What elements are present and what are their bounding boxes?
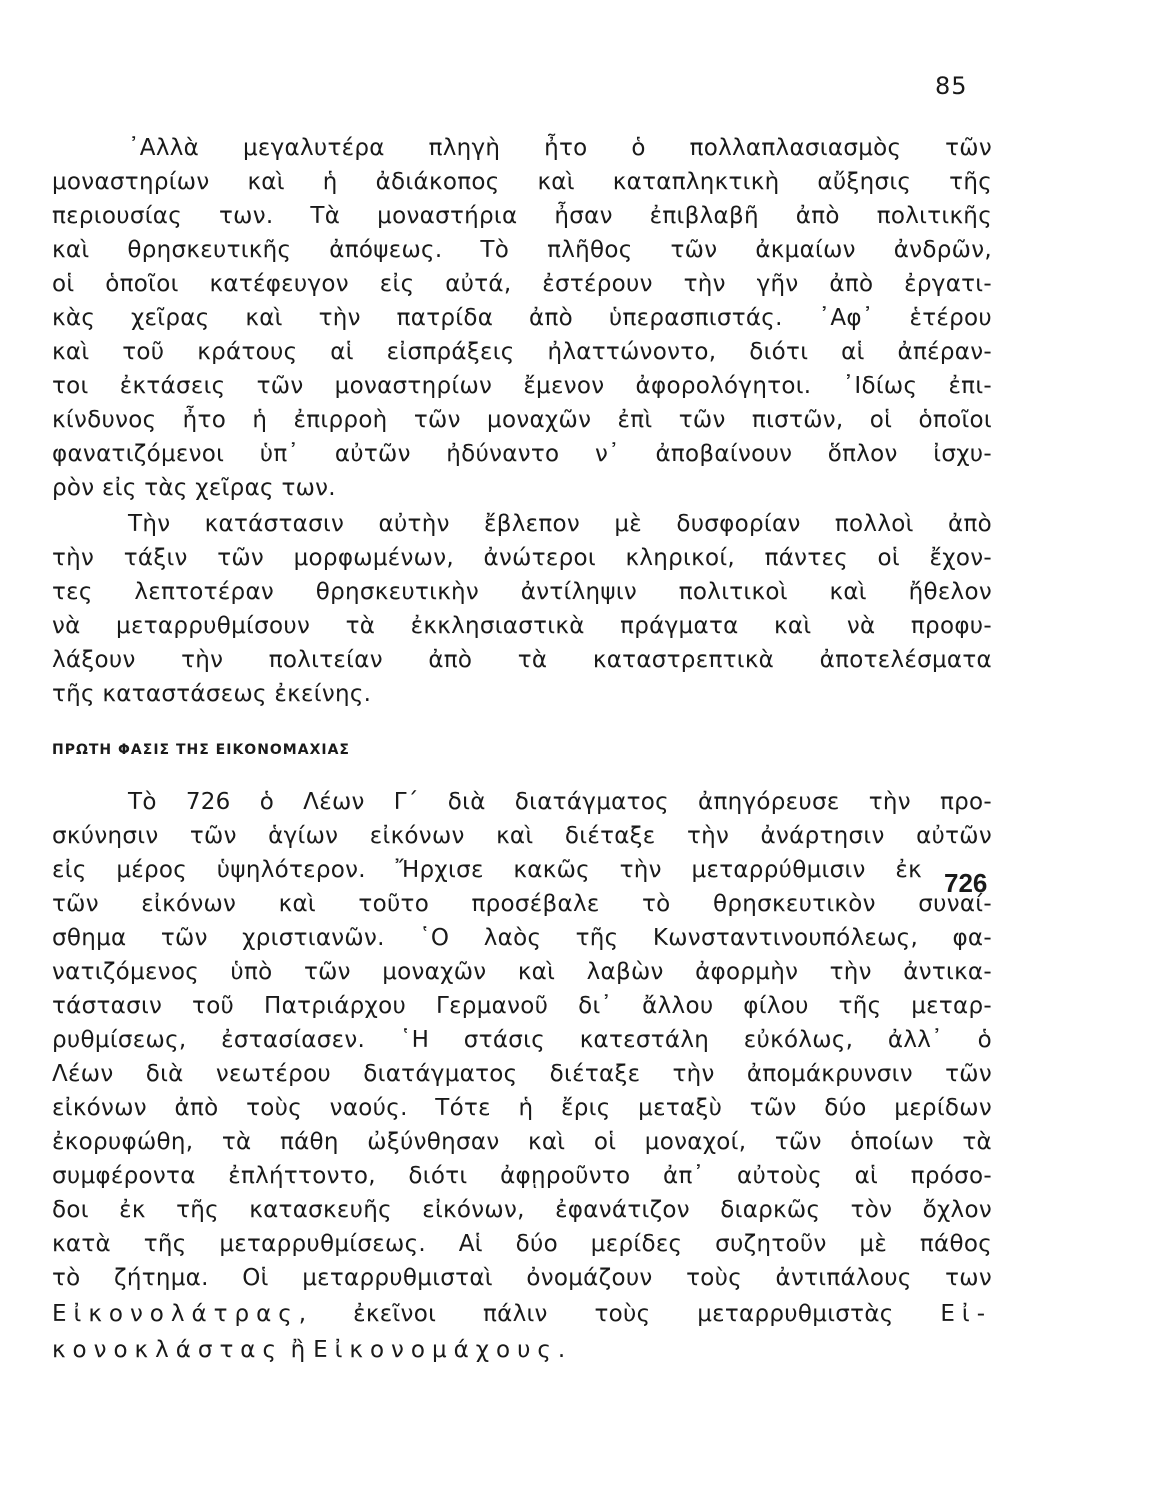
text-fragment: ἢ xyxy=(282,1337,314,1363)
text-line xyxy=(52,1334,992,1366)
text-line: κὰς χεῖρας καὶ τὴν πατρίδα ἀπὸ ὑπερασπιστάς. ᾿Αφ᾿ ἑτέρου xyxy=(52,305,992,331)
text-fragment: . xyxy=(557,1337,566,1363)
text-line: λάξουν τὴν πολιτείαν ἀπὸ τὰ καταστρεπτικὰ ἀποτελέσματα xyxy=(52,647,992,673)
text-line: μοναστηρίων καὶ ἡ ἀδιάκοπος καὶ καταπληκτικὴ αὔξησις τῆς xyxy=(52,169,992,195)
text-line: νατιζόμενος ὑπὸ τῶν μοναχῶν καὶ λαβὼν ἀφορμὴν τὴν ἀντικα- xyxy=(52,959,992,985)
text-line: Τὴν κατάστασιν αὐτὴν ἔβλεπον μὲ δυσφορίαν πολλοὶ ἀπὸ xyxy=(128,511,992,537)
text-line: τοι ἐκτάσεις τῶν μοναστηρίων ἔμενον ἀφορολόγητοι. ᾿Ιδίως ἐπι- xyxy=(52,373,992,399)
text-fragment: , ἐκεῖνοι πάλιν τοὺς μεταρρυθμιστὰς xyxy=(298,1301,941,1327)
text-line: τὴν τάξιν τῶν μορφωμένων, ἀνώτεροι κληρικοί, πάντες οἱ ἔχον- xyxy=(52,545,992,571)
text-line: τῶν εἰκόνων καὶ τοῦτο προσέβαλε τὸ θρησκευτικὸν συναί- xyxy=(52,891,992,917)
term-iconoclasts-end: κονοκλάστας xyxy=(52,1337,283,1363)
text-line: ρὸν εἰς τὰς χεῖρας των. xyxy=(52,475,336,501)
text-line: δοι ἐκ τῆς κατασκευῆς εἰκόνων, ἐφανάτιζον διαρκῶς τὸν ὄχλον xyxy=(52,1197,992,1223)
text-line: ᾿Αλλὰ μεγαλυτέρα πληγὴ ἦτο ὁ πολλαπλασιασμὸς τῶν xyxy=(128,135,992,161)
margin-year-note: 726 xyxy=(944,868,988,898)
text-line: συμφέροντα ἐπλήττοντο, διότι ἀφῃροῦντο ἀπ᾿ αὐτοὺς αἱ πρόσο- xyxy=(52,1163,992,1189)
text-line: ἐκορυφώθη, τὰ πάθη ὠξύνθησαν καὶ οἱ μοναχοί, τῶν ὁποίων τὰ xyxy=(52,1129,992,1155)
term-iconoclasts-start: Εἰ- xyxy=(940,1301,992,1327)
text-line: τάστασιν τοῦ Πατριάρχου Γερμανοῦ δι᾿ ἄλλου φίλου τῆς μεταρ- xyxy=(52,993,992,1019)
text-line: Τὸ 726 ὁ Λέων Γ΄ διὰ διατάγματος ἀπηγόρευσε τὴν προ- xyxy=(128,789,992,815)
text-line: οἱ ὁποῖοι κατέφευγον εἰς αὐτά, ἐστέρουν τὴν γῆν ἀπὸ ἐργατι- xyxy=(52,271,992,297)
text-line: Λέων διὰ νεωτέρου διατάγματος διέταξε τὴν ἀπομάκρυνσιν τῶν xyxy=(52,1061,992,1087)
text-line: σθημα τῶν χριστιανῶν. ῾Ο λαὸς τῆς Κωνσταντινουπόλεως, φα- xyxy=(52,925,992,951)
term-iconomachs: Εἰκονομάχους xyxy=(313,1337,558,1363)
text-line: σκύνησιν τῶν ἁγίων εἰκόνων καὶ διέταξε τὴν ἀνάρτησιν αὐτῶν xyxy=(52,823,992,849)
text-line: ρυθμίσεως, ἐστασίασεν. ῾Η στάσις κατεστάλη εὐκόλως, ἀλλ᾿ ὁ xyxy=(52,1027,992,1053)
text-line: φανατιζόμενοι ὑπ᾿ αὐτῶν ἠδύναντο ν᾿ ἀποβαίνουν ὅπλον ἰσχυ- xyxy=(52,441,992,467)
text-line: καὶ τοῦ κράτους αἱ εἰσπράξεις ἠλαττώνοντο, διότι αἱ ἀπέραν- xyxy=(52,339,992,365)
text-line: κίνδυνος ἦτο ἡ ἐπιρροὴ τῶν μοναχῶν ἐπὶ τῶν πιστῶν, οἱ ὁποῖοι xyxy=(52,407,992,433)
text-line: εἰκόνων ἀπὸ τοὺς ναούς. Τότε ἡ ἔρις μεταξὺ τῶν δύο μερίδων xyxy=(52,1095,992,1121)
text-line: εἰς μέρος ὑψηλότερον. Ἤρχισε κακῶς τὴν μεταρρύθμισιν ἐκ xyxy=(52,857,922,883)
text-line: τὸ ζήτημα. Οἱ μεταρρυθμισταὶ ὀνομάζουν τοὺς ἀντιπάλους των xyxy=(52,1265,992,1291)
term-iconolaters: Εἰκονολάτρας xyxy=(52,1301,299,1327)
text-line: νὰ μεταρρυθμίσουν τὰ ἐκκλησιαστικὰ πράγματα καὶ νὰ προφυ- xyxy=(52,613,992,639)
text-line: περιουσίας των. Τὰ μοναστήρια ἦσαν ἐπιβλαβῆ ἀπὸ πολιτικῆς xyxy=(52,203,992,229)
text-line xyxy=(52,1298,992,1330)
section-heading: ΠΡΩΤΗ ΦΑΣΙΣ ΤΗΣ ΕΙΚΟΝΟΜΑΧΙΑΣ xyxy=(52,742,350,758)
text-line: καὶ θρησκευτικῆς ἀπόψεως. Τὸ πλῆθος τῶν ἀκμαίων ἀνδρῶν, xyxy=(52,237,992,263)
text-line: τες λεπτοτέραν θρησκευτικὴν ἀντίληψιν πολιτικοὶ καὶ ἤθελον xyxy=(52,579,992,605)
text-line: τῆς καταστάσεως ἐκείνης. xyxy=(52,681,372,707)
page-number: 85 xyxy=(935,72,968,100)
text-line: κατὰ τῆς μεταρρυθμίσεως. Αἱ δύο μερίδες συζητοῦν μὲ πάθος xyxy=(52,1231,992,1257)
